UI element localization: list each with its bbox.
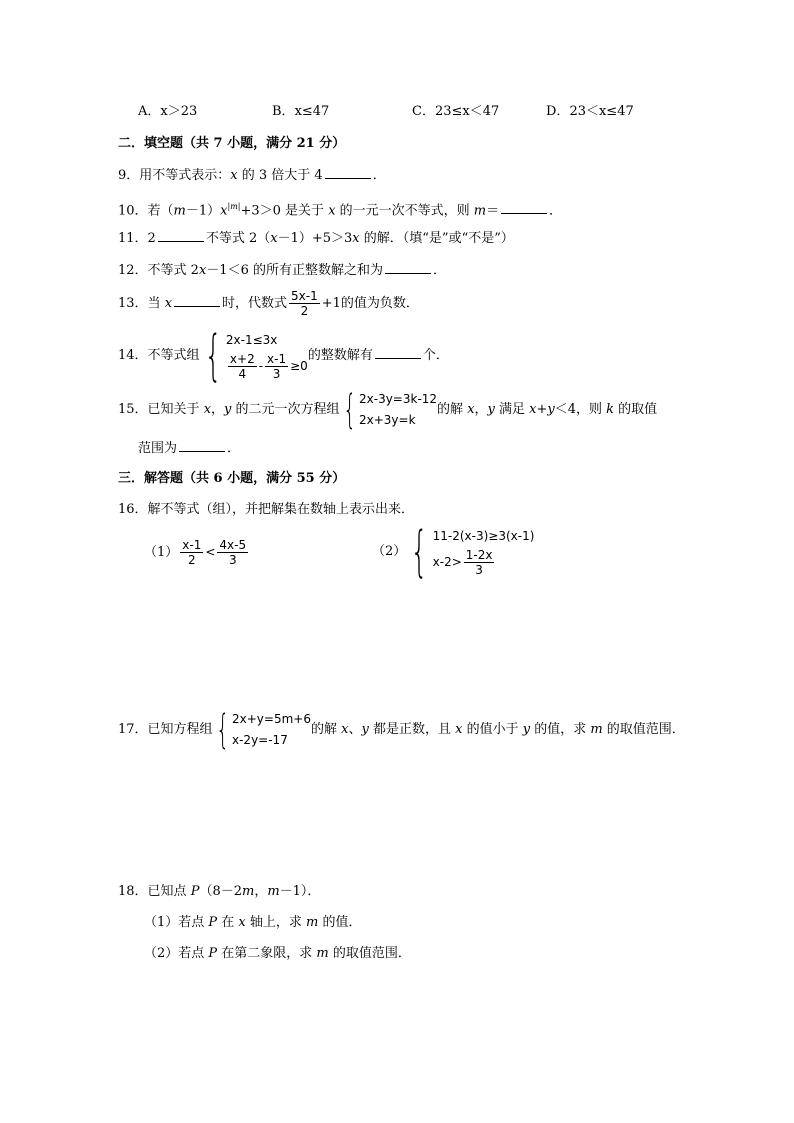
q8-option-b: B．x≤47 [272,104,330,119]
answer-blank[interactable] [501,202,547,214]
equation-system: 2x-3y=3k-12 2x+3y=k [359,391,438,427]
question-10: 10．若$(m-1)x^{|m|}+3>0$ 是关于 x 的一元一次不等式，则 m＝ ． [118,202,563,219]
question-18-part-2: （2）若点 P 在第二象限，求 m 的取值范围． [144,946,411,961]
fraction: $\frac{x-1}{2}$ [182,538,202,567]
section-2-heading: 二．填空题（共 7 小题，满分 21 分） [118,136,346,151]
brace: { [342,386,356,433]
brace: { [215,706,229,753]
q8-option-c: C．23≤x＜47 [412,104,500,119]
question-13: 13．当 x 时，代数式 $\frac{5x-1}{2}$ +1的值为负数． [118,289,419,318]
question-16-part-2: （2）{ 11-2(x-3)≥3(x-1) x-2> $\frac{1-2x}{3}$ [372,519,535,583]
question-16-part-1: （1） $\frac{x-1}{2}$ < $\frac{4x-5}{3}$ [144,538,247,567]
fraction: $\frac{5x-1}{2}$ [291,289,318,318]
question-16: 16．解不等式（组），并把解集在数轴上表示出来． [118,502,415,517]
brace: { [204,323,222,387]
question-15: 15．已知关于 x，y 的二元一次方程组{ 2x-3y=3k-12 2x+3y=k 的解 x，y 满足 x+y＜4，则 k 的取值 [118,386,658,433]
answer-blank[interactable] [385,262,431,274]
question-15-continued: 范围为 ． [138,441,241,456]
question-18: 18．已知点 P（8－2m，m－1）． [118,884,321,899]
question-14: 14．不等式组{ 2x-1≤3x $\frac{x+2}{4}$ - $\frac{x-1}{3}$ ≥0 的整数解有 个． [118,323,449,387]
equation-system: 2x+y=5m+6 x-2y=-17 [232,711,311,747]
question-12: 12．不等式 2x－1＜6 的所有正整数解之和为 ． [118,263,446,278]
brace: { [410,519,429,583]
answer-blank[interactable] [158,230,204,242]
answer-blank[interactable] [174,295,220,307]
question-17: 17．已知方程组{ 2x+y=5m+6 x-2y=-17 的解 x、y 都是正数，且 x 的值小于 y 的值，求 m 的取值范围． [118,706,685,753]
fraction: $\frac{1-2x}{3}$ [465,548,493,577]
fraction: $\frac{x+2}{4}$ [229,352,255,381]
answer-blank[interactable] [325,167,371,179]
q8-option-d: D．23＜x≤47 [546,104,634,119]
question-11: 11．2 不等式 2（x－1）+5＞3x 的解．（填“是”或“不是”） [118,231,514,246]
inequality-system: 11-2(x-3)≥3(x-1) x-2> $\frac{1-2x}{3}$ [432,529,535,577]
fraction: $\frac{4x-5}{3}$ [219,538,247,567]
question-9: 9．用不等式表示：x 的 3 倍大于 4 ． [118,168,386,183]
exponent: |m| [227,202,241,211]
q8-option-a: A．x＞23 [138,104,198,119]
answer-blank[interactable] [179,440,225,452]
section-3-heading: 三．解答题（共 6 小题，满分 55 分） [118,471,346,486]
fraction: $\frac{x-1}{3}$ [267,352,287,381]
question-18-part-1: （1）若点 P 在 x 轴上，求 m 的值． [144,915,362,930]
inequality-system: 2x-1≤3x $\frac{x+2}{4}$ - $\frac{x-1}{3}$ ≥0 [225,333,308,381]
answer-blank[interactable] [375,347,421,359]
